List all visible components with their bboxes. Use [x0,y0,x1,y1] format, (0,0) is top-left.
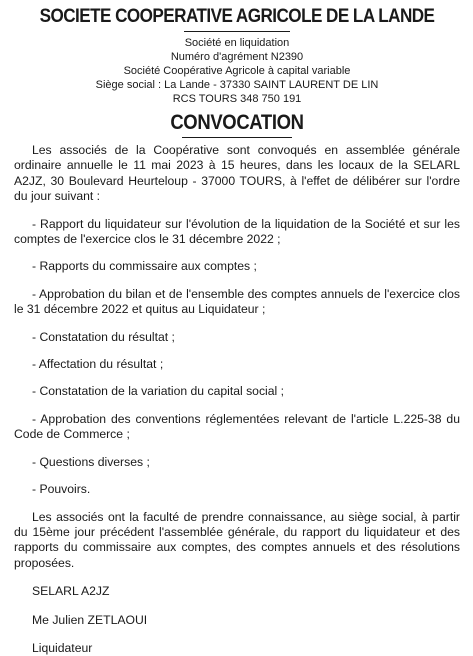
signature-firm: SELARL A2JZ [32,584,110,599]
agenda-item: - Affectation du résultat ; [32,357,164,372]
agenda-item: - Pouvoirs. [32,482,91,497]
registered-office: Siège social : La Lande - 37330 SAINT LAURENT DE LIN [95,79,379,91]
agenda-item: - Questions diverses ; [32,454,150,469]
agenda-item: - Approbation des conventions réglementées relevant de l'article L.225-38 du Code de Commerce ; [14,411,460,442]
notice-title: CONVOCATION [170,111,304,134]
title-underline [182,137,292,138]
rcs-number: RCS TOURS 348 750 191 [172,93,302,105]
agenda-item: - Rapport du liquidateur sur l'évolution de la liquidation de la Société et sur les comptes de l'exercice clos le 31 décembre 2022 ; [14,216,460,247]
company-type: Société Coopérative Agricole à capital variable [123,65,351,77]
agenda-item: - Constatation de la variation du capital social ; [32,384,285,399]
approval-number: Numéro d'agrément N2390 [170,51,304,63]
agenda-item: - Constatation du résultat ; [32,329,175,344]
agenda-item: - Approbation du bilan et de l'ensemble des comptes annuels de l'exercice clos le 31 décembre 2022 et quitus au Liquidateur ; [14,286,460,317]
closing-paragraph: Les associés ont la faculté de prendre connaissance, au siège social, à partir du 15ème jour précédent l'assemblée générale, du rapport du liquidateur et des rapports du commissaire aux comptes, des comptes annuels et des résolutions proposées. [14,509,460,570]
signature-role: Liquidateur [32,640,93,655]
agenda-item: - Rapports du commissaire aux comptes ; [32,259,257,274]
signature-person: Me Julien ZETLAOUI [32,612,148,627]
notice-body [14,143,460,656]
company-details [14,36,460,106]
company-status: Société en liquidation [184,37,290,49]
organization-name: SOCIETE COOPERATIVE AGRICOLE DE LA LANDE [39,6,435,27]
header-divider [184,31,290,32]
intro-paragraph: Les associés de la Coopérative sont convoqués en assemblée générale ordinaire annuelle le 11 mai 2023 à 15 heures, dans les locaux de la SELARL A2JZ, 30 Boulevard Heurteloup - 37000 TOURS, à l'effet de délibérer sur l'ordre du jour suivant : [14,143,460,204]
